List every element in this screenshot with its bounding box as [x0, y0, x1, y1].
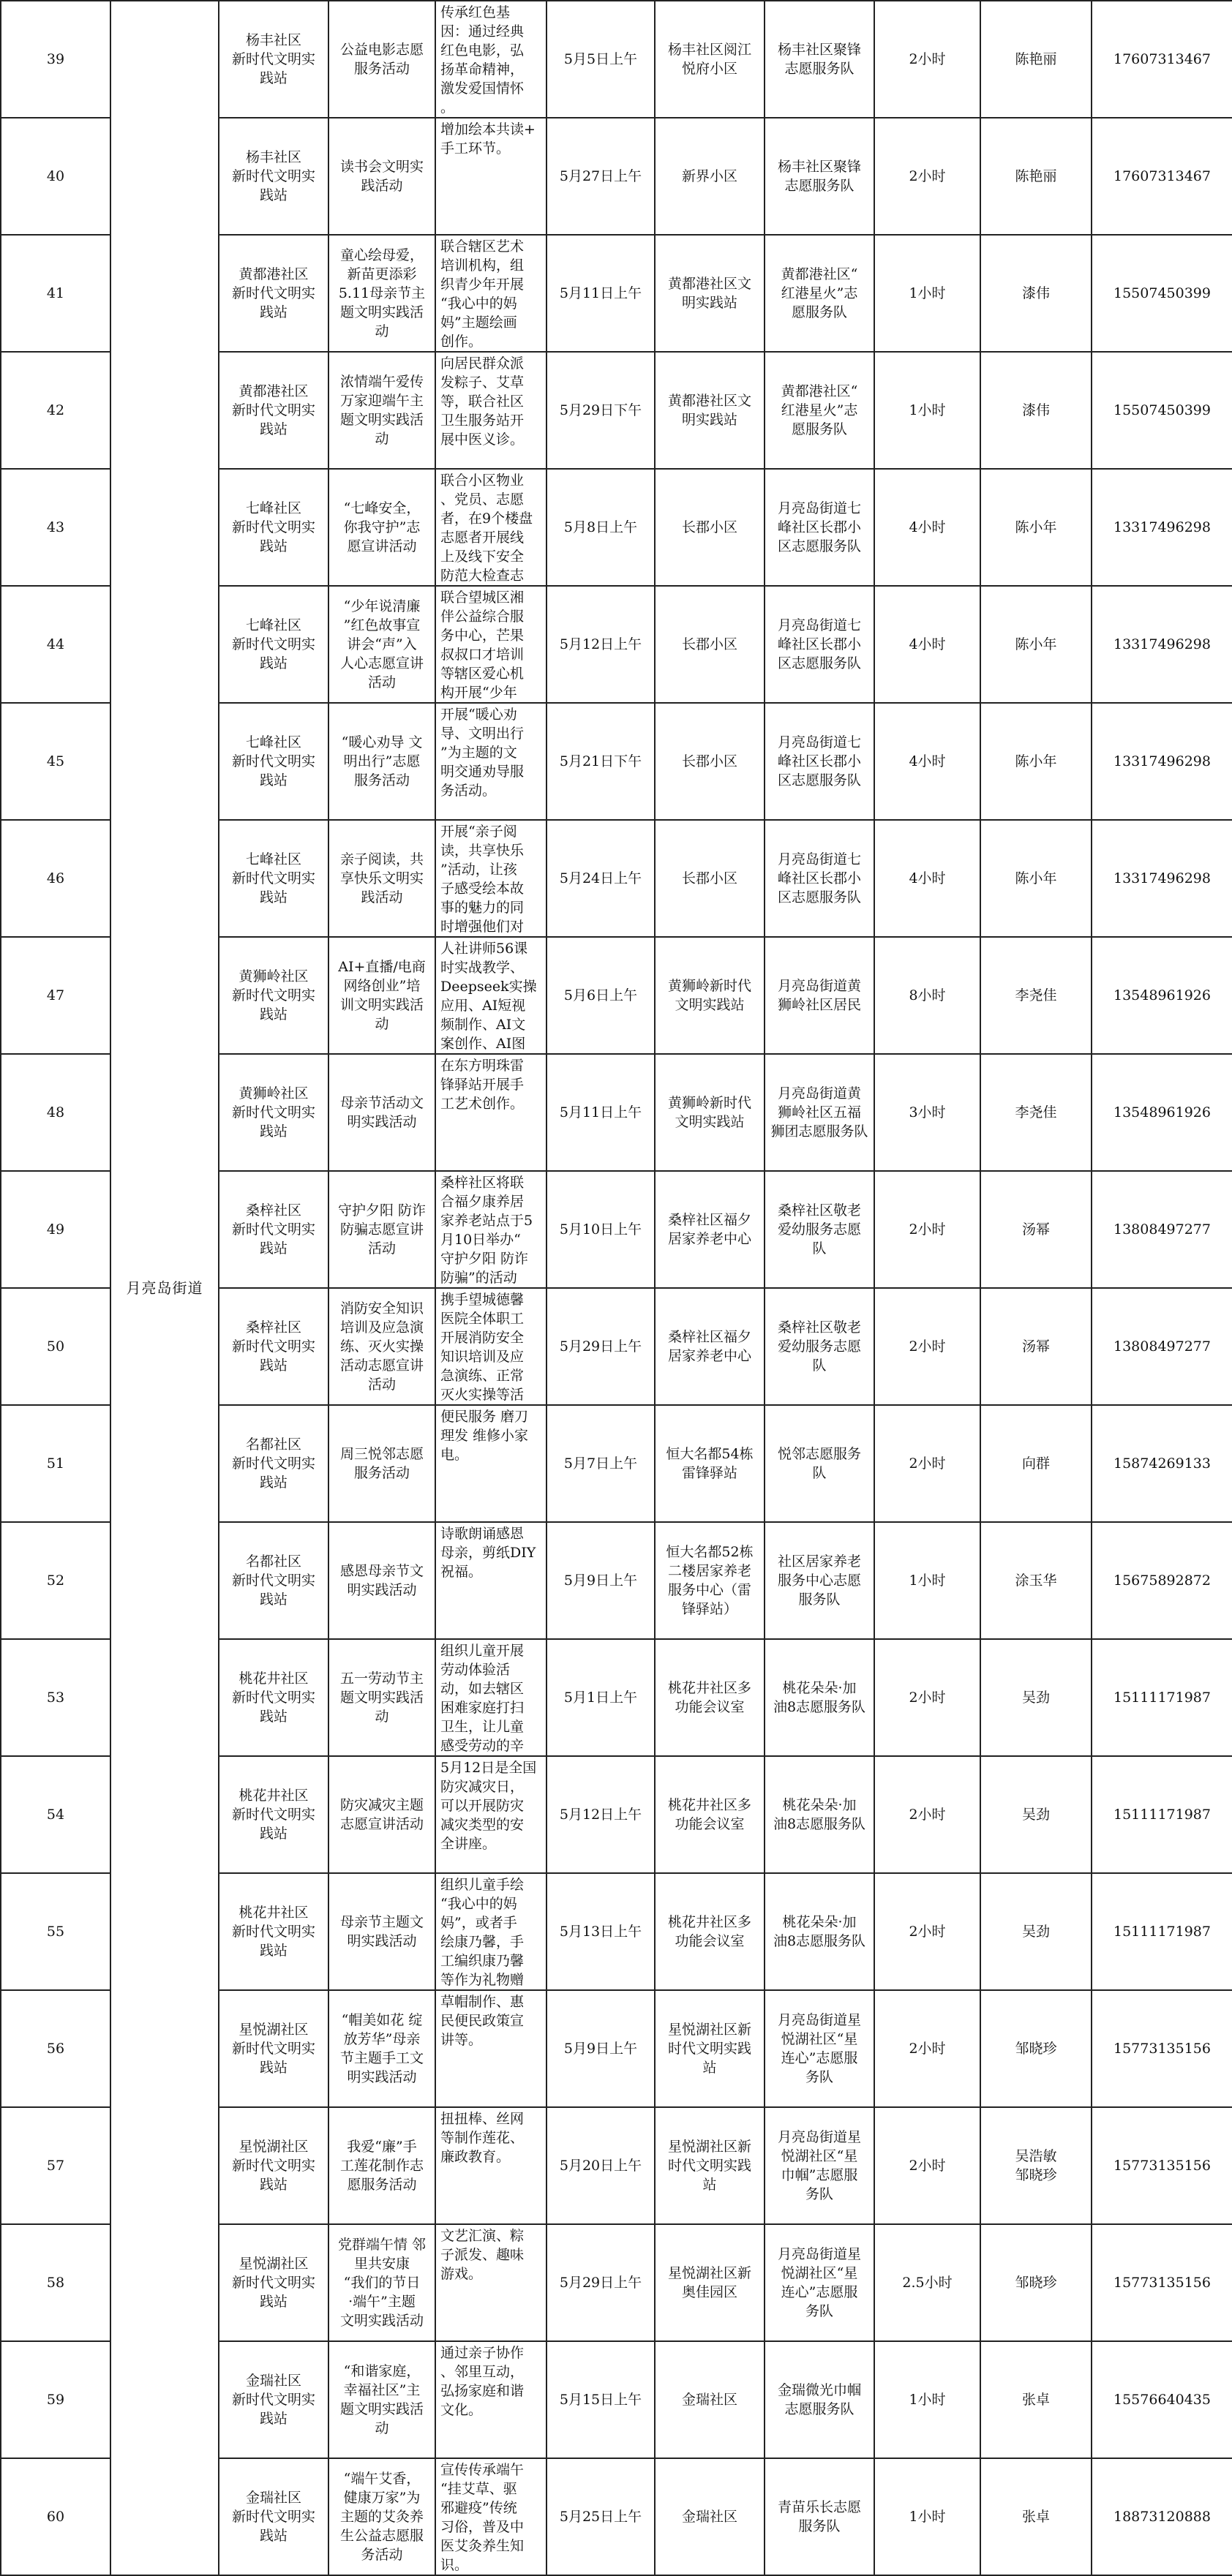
row-number-cell: 42: [1, 352, 110, 469]
practice-site-cell: 星悦湖社区 新时代文明实 践站: [219, 1990, 328, 2107]
activity-time-cell: 5月11日上午: [546, 1054, 655, 1171]
activity-place-cell: 桃花井社区多 功能会议室: [655, 1639, 765, 1756]
activity-time-cell: 5月21日下午: [546, 703, 655, 820]
activity-place-cell: 桃花井社区多 功能会议室: [655, 1873, 765, 1990]
activity-content-cell: 草帽制作、惠 民便民政策宣 讲等。: [435, 1990, 546, 2107]
contact-person-cell: 李尧佳: [980, 937, 1092, 1054]
contact-phone-cell: 15111171987: [1092, 1639, 1232, 1756]
activity-time-cell: 5月1日上午: [546, 1639, 655, 1756]
row-number-cell: 60: [1, 2458, 110, 2575]
activity-content-cell: 桑梓社区将联 合福夕康养居 家养老站点于5 月10日举办“ 守护夕阳 防诈 防骗”的活动: [435, 1171, 546, 1288]
contact-phone-cell: 13548961926: [1092, 937, 1232, 1054]
practice-site-cell: 星悦湖社区 新时代文明实 践站: [219, 2224, 328, 2341]
activity-content-cell: 人社讲师56课 时实战教学、 Deepseek实操 应用、AI短视 频制作、AI文 案创作、AI图: [435, 937, 546, 1054]
activity-name-cell: 公益电影志愿 服务活动: [328, 1, 435, 118]
contact-phone-cell: 15111171987: [1092, 1873, 1232, 1990]
table-row: [1, 1, 1232, 118]
activity-content-cell: 组织儿童开展 劳动体验活 动，如去辖区 困难家庭打扫 卫生，让儿童 感受劳动的辛: [435, 1639, 546, 1756]
duration-cell: 2小时: [874, 1990, 980, 2107]
activity-time-cell: 5月20日上午: [546, 2107, 655, 2224]
activity-place-cell: 金瑞社区: [655, 2458, 765, 2575]
practice-site-cell: 金瑞社区 新时代文明实 践站: [219, 2458, 328, 2575]
contact-person-cell: 陈小年: [980, 469, 1092, 586]
row-number-cell: 47: [1, 937, 110, 1054]
activity-name-cell: 母亲节主题文 明实践活动: [328, 1873, 435, 1990]
activity-time-cell: 5月29日下午: [546, 352, 655, 469]
contact-phone-cell: 13548961926: [1092, 1054, 1232, 1171]
practice-site-cell: 桑梓社区 新时代文明实 践站: [219, 1171, 328, 1288]
contact-person-cell: 李尧佳: [980, 1054, 1092, 1171]
activity-time-cell: 5月12日上午: [546, 1756, 655, 1873]
row-number-cell: 51: [1, 1405, 110, 1522]
duration-cell: 1小时: [874, 2341, 980, 2458]
duration-cell: 2小时: [874, 1288, 980, 1405]
activity-place-cell: 恒大名都54栋 雷锋驿站: [655, 1405, 765, 1522]
row-number-cell: 58: [1, 2224, 110, 2341]
volunteer-team-cell: 杨丰社区聚锋 志愿服务队: [765, 1, 874, 118]
row-number-cell: 59: [1, 2341, 110, 2458]
activity-name-cell: 浓情端午爱传 万家迎端午主 题文明实践活 动: [328, 352, 435, 469]
contact-phone-cell: 17607313467: [1092, 118, 1232, 235]
activity-content-cell: 文艺汇演、粽 子派发、趣味 游戏。: [435, 2224, 546, 2341]
volunteer-team-cell: 黄都港社区“ 红港星火”志 愿服务队: [765, 352, 874, 469]
volunteer-team-cell: 月亮岛街道七 峰社区长郡小 区志愿服务队: [765, 820, 874, 937]
activity-name-cell: 读书会文明实 践活动: [328, 118, 435, 235]
activity-name-cell: “和谐家庭， 幸福社区”主 题文明实践活 动: [328, 2341, 435, 2458]
volunteer-team-cell: 月亮岛街道黄 狮岭社区五福 狮团志愿服务队: [765, 1054, 874, 1171]
activity-time-cell: 5月24日上午: [546, 820, 655, 937]
contact-phone-cell: 15773135156: [1092, 2107, 1232, 2224]
activity-place-cell: 黄都港社区文 明实践站: [655, 235, 765, 352]
contact-person-cell: 陈小年: [980, 586, 1092, 703]
activity-content-cell: 联合辖区艺术 培训机构，组 织青少年开展 “我心中的妈 妈”主题绘画 创作。: [435, 235, 546, 352]
activity-time-cell: 5月11日上午: [546, 235, 655, 352]
row-number-cell: 54: [1, 1756, 110, 1873]
activity-content-cell: 宣传传承端午 “挂艾草、驱 邪避疫”传统 习俗，普及中 医艾灸养生知 识。: [435, 2458, 546, 2575]
row-number-cell: 46: [1, 820, 110, 937]
duration-cell: 1小时: [874, 235, 980, 352]
contact-person-cell: 陈艳丽: [980, 1, 1092, 118]
activity-name-cell: 母亲节活动文 明实践活动: [328, 1054, 435, 1171]
activity-place-cell: 长郡小区: [655, 820, 765, 937]
activity-name-cell: 党群端午情 邻 里共安康 “我们的节日 ·端午”主题 文明实践活动: [328, 2224, 435, 2341]
activity-name-cell: 防灾减灾主题 志愿宣讲活动: [328, 1756, 435, 1873]
contact-person-cell: 陈艳丽: [980, 118, 1092, 235]
volunteer-team-cell: 黄都港社区“ 红港星火”志 愿服务队: [765, 235, 874, 352]
activity-name-cell: 童心绘母爱， 新苗更添彩 5.11母亲节主 题文明实践活 动: [328, 235, 435, 352]
activity-place-cell: 桃花井社区多 功能会议室: [655, 1756, 765, 1873]
practice-site-cell: 名都社区 新时代文明实 践站: [219, 1405, 328, 1522]
duration-cell: 4小时: [874, 586, 980, 703]
contact-person-cell: 汤幂: [980, 1288, 1092, 1405]
activity-place-cell: 金瑞社区: [655, 2341, 765, 2458]
activity-name-cell: 周三悦邻志愿 服务活动: [328, 1405, 435, 1522]
volunteer-team-cell: 月亮岛街道星 悦湖社区“星 连心”志愿服 务队: [765, 1990, 874, 2107]
contact-person-cell: 邹晓珍: [980, 1990, 1092, 2107]
activity-time-cell: 5月29日上午: [546, 2224, 655, 2341]
activity-time-cell: 5月15日上午: [546, 2341, 655, 2458]
volunteer-team-cell: 桑梓社区敬老 爱幼服务志愿 队: [765, 1288, 874, 1405]
row-number-cell: 53: [1, 1639, 110, 1756]
contact-person-cell: 张卓: [980, 2341, 1092, 2458]
contact-person-cell: 张卓: [980, 2458, 1092, 2575]
activity-place-cell: 长郡小区: [655, 469, 765, 586]
row-number-cell: 52: [1, 1522, 110, 1639]
activity-content-cell: 向居民群众派 发粽子、艾草 等，联合社区 卫生服务站开 展中医义诊。: [435, 352, 546, 469]
row-number-cell: 45: [1, 703, 110, 820]
volunteer-team-cell: 桃花朵朵·加 油8志愿服务队: [765, 1873, 874, 1990]
contact-phone-cell: 15111171987: [1092, 1756, 1232, 1873]
duration-cell: 3小时: [874, 1054, 980, 1171]
activity-name-cell: “少年说清廉 ”红色故事宣 讲会“声”入 人心志愿宣讲 活动: [328, 586, 435, 703]
contact-phone-cell: 15874269133: [1092, 1405, 1232, 1522]
contact-phone-cell: 15507450399: [1092, 352, 1232, 469]
duration-cell: 2小时: [874, 1, 980, 118]
volunteer-team-cell: 桑梓社区敬老 爱幼服务志愿 队: [765, 1171, 874, 1288]
practice-site-cell: 桑梓社区 新时代文明实 践站: [219, 1288, 328, 1405]
contact-phone-cell: 15675892872: [1092, 1522, 1232, 1639]
contact-person-cell: 涂玉华: [980, 1522, 1092, 1639]
duration-cell: 4小时: [874, 469, 980, 586]
duration-cell: 1小时: [874, 352, 980, 469]
activity-time-cell: 5月12日上午: [546, 586, 655, 703]
contact-person-cell: 漆伟: [980, 235, 1092, 352]
volunteer-team-cell: 月亮岛街道星 悦湖社区“星 连心”志愿服 务队: [765, 2224, 874, 2341]
duration-cell: 2小时: [874, 1405, 980, 1522]
practice-site-cell: 黄都港社区 新时代文明实 践站: [219, 352, 328, 469]
practice-site-cell: 黄狮岭社区 新时代文明实 践站: [219, 1054, 328, 1171]
row-number-cell: 48: [1, 1054, 110, 1171]
activity-place-cell: 桑梓社区福夕 居家养老中心: [655, 1288, 765, 1405]
contact-person-cell: 汤幂: [980, 1171, 1092, 1288]
activity-time-cell: 5月25日上午: [546, 2458, 655, 2575]
row-number-cell: 55: [1, 1873, 110, 1990]
duration-cell: 2小时: [874, 118, 980, 235]
duration-cell: 1小时: [874, 2458, 980, 2575]
activity-time-cell: 5月6日上午: [546, 937, 655, 1054]
activity-place-cell: 恒大名都52栋 二楼居家养老 服务中心（雷 锋驿站）: [655, 1522, 765, 1639]
volunteer-team-cell: 月亮岛街道七 峰社区长郡小 区志愿服务队: [765, 469, 874, 586]
contact-phone-cell: 13808497277: [1092, 1171, 1232, 1288]
practice-site-cell: 杨丰社区 新时代文明实 践站: [219, 1, 328, 118]
street-name-cell: 月亮岛街道: [110, 1, 219, 2575]
activity-place-cell: 黄都港社区文 明实践站: [655, 352, 765, 469]
activity-content-cell: 组织儿童手绘 “我心中的妈 妈”，或者手 绘康乃馨，手 工编织康乃馨 等作为礼物赠: [435, 1873, 546, 1990]
contact-person-cell: 漆伟: [980, 352, 1092, 469]
activity-name-cell: 消防安全知识 培训及应急演 练、灭火实操 活动志愿宣讲 活动: [328, 1288, 435, 1405]
activity-place-cell: 星悦湖社区新 奥佳园区: [655, 2224, 765, 2341]
row-number-cell: 57: [1, 2107, 110, 2224]
contact-person-cell: 吴劲: [980, 1873, 1092, 1990]
activity-content-cell: 诗歌朗诵感恩 母亲，剪纸DIY 祝福。: [435, 1522, 546, 1639]
contact-phone-cell: 15773135156: [1092, 1990, 1232, 2107]
duration-cell: 2小时: [874, 1639, 980, 1756]
practice-site-cell: 桃花井社区 新时代文明实 践站: [219, 1639, 328, 1756]
practice-site-cell: 桃花井社区 新时代文明实 践站: [219, 1756, 328, 1873]
contact-phone-cell: 13317496298: [1092, 820, 1232, 937]
activity-content-cell: 联合望城区湘 伴公益综合服 务中心，芒果 叔叔口才培训 等辖区爱心机 构开展“少年: [435, 586, 546, 703]
contact-person-cell: 吴劲: [980, 1756, 1092, 1873]
activity-time-cell: 5月13日上午: [546, 1873, 655, 1990]
duration-cell: 2小时: [874, 1171, 980, 1288]
activity-name-cell: “端午艾香， 健康万家”为 主题的艾灸养 生公益志愿服 务活动: [328, 2458, 435, 2575]
contact-phone-cell: 15576640435: [1092, 2341, 1232, 2458]
practice-site-cell: 桃花井社区 新时代文明实 践站: [219, 1873, 328, 1990]
activity-time-cell: 5月5日上午: [546, 1, 655, 118]
contact-phone-cell: 15773135156: [1092, 2224, 1232, 2341]
activity-time-cell: 5月27日上午: [546, 118, 655, 235]
activity-content-cell: 开展“亲子阅 读，共享快乐 ”活动，让孩 子感受绘本故 事的魅力的同 时增强他们对: [435, 820, 546, 937]
activity-place-cell: 长郡小区: [655, 586, 765, 703]
row-number-cell: 44: [1, 586, 110, 703]
activity-name-cell: “暖心劝导 文 明出行”志愿 服务活动: [328, 703, 435, 820]
activity-place-cell: 星悦湖社区新 时代文明实践 站: [655, 1990, 765, 2107]
activity-time-cell: 5月9日上午: [546, 1990, 655, 2107]
row-number-cell: 49: [1, 1171, 110, 1288]
practice-site-cell: 七峰社区 新时代文明实 践站: [219, 469, 328, 586]
duration-cell: 4小时: [874, 820, 980, 937]
activity-content-cell: 在东方明珠雷 锋驿站开展手 工艺术创作。: [435, 1054, 546, 1171]
activity-time-cell: 5月7日上午: [546, 1405, 655, 1522]
activity-place-cell: 杨丰社区阅江 悦府小区: [655, 1, 765, 118]
activity-place-cell: 新界小区: [655, 118, 765, 235]
activity-place-cell: 黄狮岭新时代 文明实践站: [655, 937, 765, 1054]
activity-name-cell: 我爱“廉”手 工莲花制作志 愿服务活动: [328, 2107, 435, 2224]
contact-phone-cell: 18873120888: [1092, 2458, 1232, 2575]
duration-cell: 2小时: [874, 1873, 980, 1990]
activity-content-cell: 增加绘本共读+ 手工环节。: [435, 118, 546, 235]
activity-content-cell: 开展“暖心劝 导、文明出行 ”为主题的文 明交通劝导服 务活动。: [435, 703, 546, 820]
volunteer-team-cell: 月亮岛街道黄 狮岭社区居民: [765, 937, 874, 1054]
activity-name-cell: AI+直播/电商 网络创业”培 训文明实践活 动: [328, 937, 435, 1054]
practice-site-cell: 黄都港社区 新时代文明实 践站: [219, 235, 328, 352]
activity-content-cell: 传承红色基 因：通过经典 红色电影，弘 扬革命精神， 激发爱国情怀 。: [435, 1, 546, 118]
duration-cell: 2小时: [874, 2107, 980, 2224]
activity-content-cell: 扭扭棒、丝网 等制作莲花、 廉政教育。: [435, 2107, 546, 2224]
activity-content-cell: 联合小区物业 、党员、志愿 者，在9个楼盘 志愿者开展线 上及线下安全 防范大检查志: [435, 469, 546, 586]
activity-time-cell: 5月8日上午: [546, 469, 655, 586]
volunteer-team-cell: 青苗乐长志愿 服务队: [765, 2458, 874, 2575]
activity-name-cell: 守护夕阳 防诈 防骗志愿宣讲 活动: [328, 1171, 435, 1288]
duration-cell: 4小时: [874, 703, 980, 820]
practice-site-cell: 七峰社区 新时代文明实 践站: [219, 586, 328, 703]
practice-site-cell: 杨丰社区 新时代文明实 践站: [219, 118, 328, 235]
activity-time-cell: 5月9日上午: [546, 1522, 655, 1639]
activity-content-cell: 通过亲子协作 、邻里互动， 弘扬家庭和谐 文化。: [435, 2341, 546, 2458]
row-number-cell: 39: [1, 1, 110, 118]
practice-site-cell: 七峰社区 新时代文明实 践站: [219, 820, 328, 937]
activity-name-cell: “七峰安全， 你我守护”志 愿宣讲活动: [328, 469, 435, 586]
practice-site-cell: 金瑞社区 新时代文明实 践站: [219, 2341, 328, 2458]
duration-cell: 2.5小时: [874, 2224, 980, 2341]
contact-person-cell: 陈小年: [980, 703, 1092, 820]
contact-person-cell: 吴劲: [980, 1639, 1092, 1756]
activity-name-cell: 五一劳动节主 题文明实践活 动: [328, 1639, 435, 1756]
contact-person-cell: 吴浩敏 邹晓珍: [980, 2107, 1092, 2224]
volunteer-team-cell: 月亮岛街道七 峰社区长郡小 区志愿服务队: [765, 703, 874, 820]
duration-cell: 8小时: [874, 937, 980, 1054]
activity-name-cell: 亲子阅读，共 享快乐文明实 践活动: [328, 820, 435, 937]
contact-phone-cell: 15507450399: [1092, 235, 1232, 352]
volunteer-team-cell: 月亮岛街道七 峰社区长郡小 区志愿服务队: [765, 586, 874, 703]
activity-content-cell: 携手望城德馨 医院全体职工 开展消防安全 知识培训及应 急演练、正常 灭火实操等活: [435, 1288, 546, 1405]
volunteer-team-cell: 月亮岛街道星 悦湖社区“星 巾帼”志愿服 务队: [765, 2107, 874, 2224]
activity-place-cell: 桑梓社区福夕 居家养老中心: [655, 1171, 765, 1288]
contact-phone-cell: 17607313467: [1092, 1, 1232, 118]
contact-phone-cell: 13317496298: [1092, 703, 1232, 820]
activity-content-cell: 便民服务 磨刀 理发 维修小家 电。: [435, 1405, 546, 1522]
contact-phone-cell: 13808497277: [1092, 1288, 1232, 1405]
row-number-cell: 43: [1, 469, 110, 586]
activity-name-cell: “帽美如花 绽 放芳华”母亲 节主题手工文 明实践活动: [328, 1990, 435, 2107]
activity-place-cell: 长郡小区: [655, 703, 765, 820]
contact-person-cell: 邹晓珍: [980, 2224, 1092, 2341]
volunteer-team-cell: 悦邻志愿服务 队: [765, 1405, 874, 1522]
activity-place-cell: 星悦湖社区新 时代文明实践 站: [655, 2107, 765, 2224]
contact-person-cell: 向群: [980, 1405, 1092, 1522]
volunteer-team-cell: 桃花朵朵·加 油8志愿服务队: [765, 1756, 874, 1873]
volunteer-team-cell: 金瑞微光巾帼 志愿服务队: [765, 2341, 874, 2458]
duration-cell: 2小时: [874, 1756, 980, 1873]
practice-site-cell: 七峰社区 新时代文明实 践站: [219, 703, 328, 820]
contact-person-cell: 陈小年: [980, 820, 1092, 937]
table-body: [1, 1, 1232, 2575]
activity-time-cell: 5月10日上午: [546, 1171, 655, 1288]
contact-phone-cell: 13317496298: [1092, 586, 1232, 703]
contact-phone-cell: 13317496298: [1092, 469, 1232, 586]
volunteer-team-cell: 社区居家养老 服务中心志愿 服务队: [765, 1522, 874, 1639]
practice-site-cell: 黄狮岭社区 新时代文明实 践站: [219, 937, 328, 1054]
row-number-cell: 56: [1, 1990, 110, 2107]
practice-site-cell: 星悦湖社区 新时代文明实 践站: [219, 2107, 328, 2224]
activity-name-cell: 感恩母亲节文 明实践活动: [328, 1522, 435, 1639]
activity-time-cell: 5月29日上午: [546, 1288, 655, 1405]
volunteer-team-cell: 桃花朵朵·加 油8志愿服务队: [765, 1639, 874, 1756]
row-number-cell: 50: [1, 1288, 110, 1405]
row-number-cell: 40: [1, 118, 110, 235]
practice-site-cell: 名都社区 新时代文明实 践站: [219, 1522, 328, 1639]
row-number-cell: 41: [1, 235, 110, 352]
volunteer-team-cell: 杨丰社区聚锋 志愿服务队: [765, 118, 874, 235]
activity-place-cell: 黄狮岭新时代 文明实践站: [655, 1054, 765, 1171]
duration-cell: 1小时: [874, 1522, 980, 1639]
activity-content-cell: 5月12日是全国 防灾减灾日， 可以开展防灾 减灾类型的安 全讲座。: [435, 1756, 546, 1873]
